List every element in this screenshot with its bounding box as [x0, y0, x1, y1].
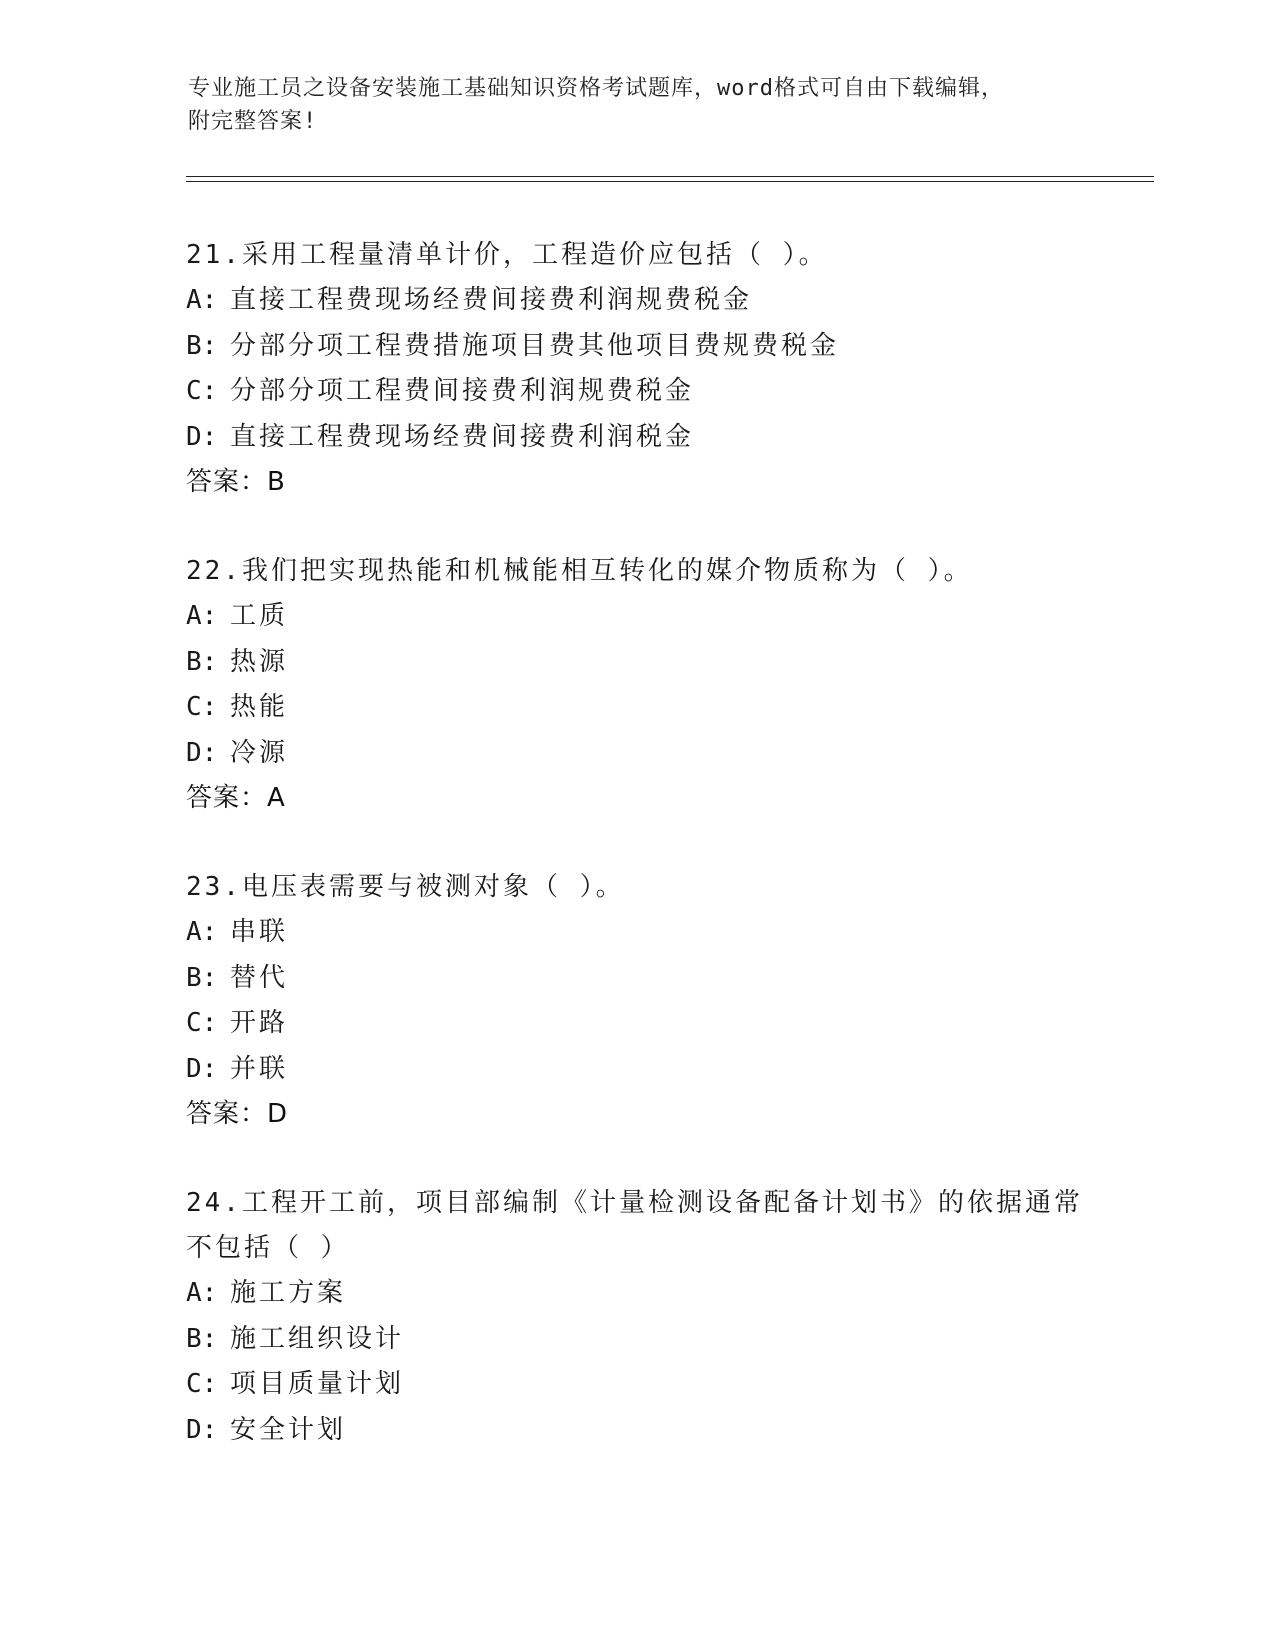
question-22 — [186, 549, 1086, 820]
option-c — [186, 1001, 1086, 1047]
option-text: 项目质量计划 — [230, 1369, 405, 1399]
option-a — [186, 594, 1086, 640]
option-c — [186, 369, 1086, 415]
answer-line — [186, 460, 1086, 504]
option-key: A: — [186, 1278, 218, 1308]
option-key: D: — [186, 421, 218, 452]
question-21 — [186, 233, 1086, 504]
question-list — [186, 233, 1086, 1498]
question-stem — [186, 549, 1086, 594]
question-stem — [186, 233, 1086, 278]
option-key: A: — [186, 917, 218, 947]
option-text: 直接工程费现场经费间接费利润税金 — [230, 421, 695, 452]
header-divider-top — [186, 176, 1154, 177]
option-key: C: — [186, 376, 218, 406]
answer-value: A — [267, 783, 286, 813]
option-key: A: — [186, 601, 218, 631]
option-key: B: — [186, 330, 218, 361]
question-text: 采用工程量清单计价，工程造价应包括（ ）。 — [241, 240, 828, 270]
option-text: 施工方案 — [230, 1278, 347, 1308]
header-line-2: 附完整答案! — [188, 109, 318, 134]
option-c — [186, 685, 1086, 731]
question-number: 22. — [186, 556, 242, 586]
option-b — [186, 956, 1086, 1002]
option-text: 开路 — [230, 1008, 289, 1038]
option-text: 冷源 — [230, 737, 289, 768]
option-key: C: — [186, 1008, 218, 1038]
option-text: 并联 — [230, 1053, 289, 1084]
option-key: C: — [186, 1369, 218, 1399]
option-key: B: — [186, 1323, 218, 1354]
question-stem — [186, 865, 1086, 910]
option-key: A: — [186, 285, 218, 315]
option-d — [186, 731, 1086, 777]
option-d — [186, 1047, 1086, 1093]
option-text: 分部分项工程费措施项目费其他项目费规费税金 — [230, 330, 840, 361]
option-key: C: — [186, 692, 218, 722]
answer-line — [186, 1092, 1086, 1136]
option-d — [186, 415, 1086, 461]
question-number: 24. — [186, 1188, 242, 1218]
option-key: B: — [186, 962, 218, 993]
option-key: D: — [186, 737, 218, 768]
option-key: D: — [186, 1414, 218, 1445]
option-text: 热源 — [230, 646, 289, 677]
question-stem — [186, 1181, 1086, 1271]
answer-label: 答案： — [186, 783, 268, 813]
question-number: 23. — [186, 872, 242, 902]
option-b — [186, 324, 1086, 370]
question-24 — [186, 1181, 1086, 1453]
header-divider-bottom — [186, 181, 1154, 182]
answer-label: 答案： — [186, 467, 268, 497]
question-23 — [186, 865, 1086, 1136]
option-a — [186, 910, 1086, 956]
option-b — [186, 1317, 1086, 1363]
option-text: 施工组织设计 — [230, 1323, 405, 1354]
answer-label: 答案： — [186, 1099, 268, 1129]
question-number: 21. — [186, 240, 242, 270]
option-text: 直接工程费现场经费间接费利润规费税金 — [230, 285, 753, 315]
option-text: 安全计划 — [230, 1414, 347, 1445]
question-text: 我们把实现热能和机械能相互转化的媒介物质称为（ ）。 — [241, 556, 973, 586]
option-key: B: — [186, 646, 218, 677]
option-key: D: — [186, 1053, 218, 1084]
option-a — [186, 1271, 1086, 1317]
option-d — [186, 1408, 1086, 1454]
question-text: 电压表需要与被测对象（ ）。 — [241, 872, 625, 902]
header-line-1: 专业施工员之设备安装施工基础知识资格考试题库，word格式可自由下载编辑， — [188, 76, 1004, 101]
answer-value: D — [267, 1099, 289, 1129]
option-text: 热能 — [230, 692, 289, 722]
option-c — [186, 1362, 1086, 1408]
option-a — [186, 278, 1086, 324]
question-text: 工程开工前，项目部编制《计量检测设备配备计划书》的依据通常不包括（ ） — [186, 1188, 1083, 1263]
option-text: 替代 — [230, 962, 289, 993]
option-text: 分部分项工程费间接费利润规费税金 — [230, 376, 695, 406]
answer-line — [186, 776, 1086, 820]
option-text: 串联 — [230, 917, 289, 947]
option-b — [186, 640, 1086, 686]
answer-value: B — [267, 467, 286, 497]
option-text: 工质 — [230, 601, 289, 631]
document-header — [188, 72, 1088, 138]
